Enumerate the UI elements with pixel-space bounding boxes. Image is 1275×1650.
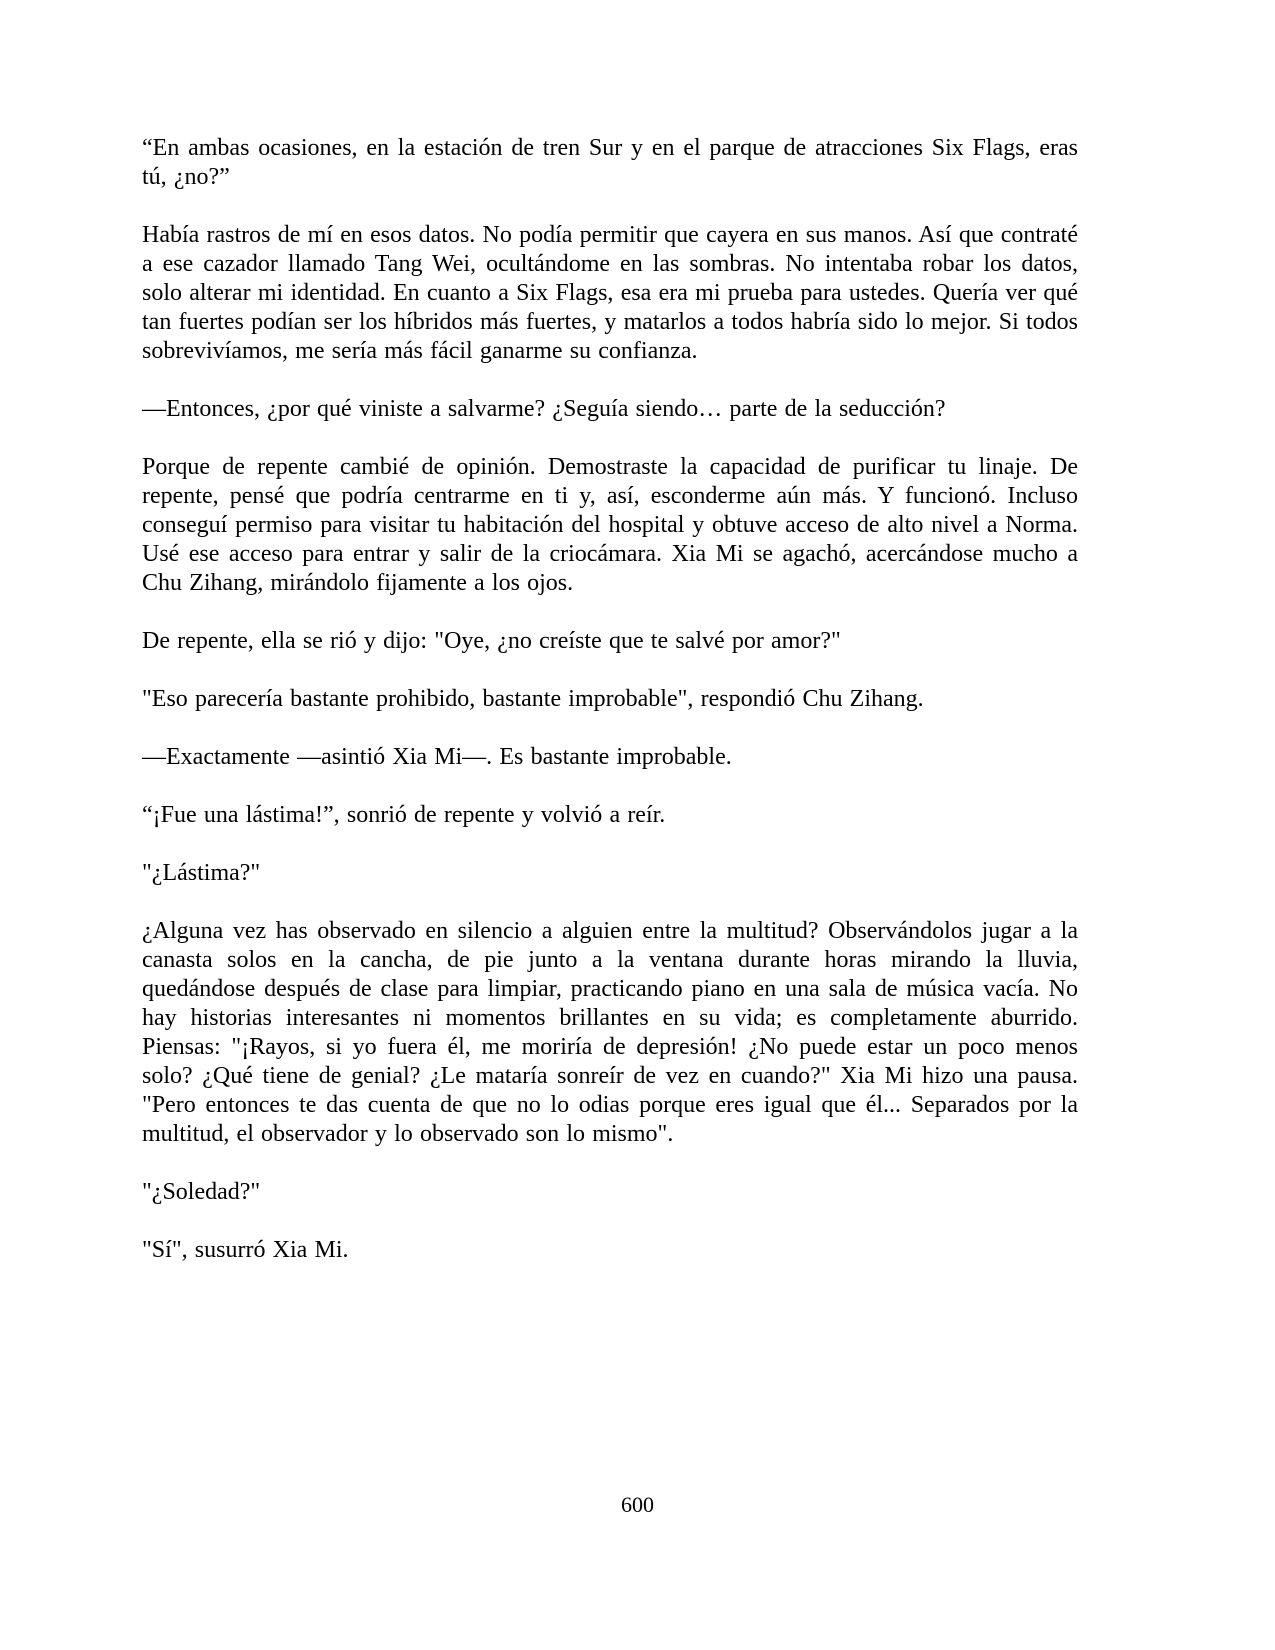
paragraph: Había rastros de mí en esos datos. No podía permitir que cayera en sus manos. Así que contraté a ese cazador llamado Tang Wei, ocultándome en las sombras. No intentaba robar los datos, solo alterar mi identidad. En cuanto a Six Flags, esa era mi prueba para ustedes. Quería ver qué tan fuertes podían ser los híbridos más fuertes, y matarlos a todos habría sido lo mejor. Si todos sobrevivíamos, me sería más fácil ganarme su confianza.	[142, 222, 1078, 364]
paragraph: "¿Lástima?"	[142, 860, 261, 886]
paragraph: "Sí", susurró Xia Mi.	[142, 1237, 349, 1263]
paragraph: ¿Alguna vez has observado en silencio a alguien entre la multitud? Observándolos jugar a la canasta solos en la cancha, de pie junto a la ventana durante horas mirando la lluvia, quedándose después de clase para limpiar, practicando piano en una sala de música vacía. No hay historias interesantes ni momentos brillantes en su vida; es completamente aburrido. Piensas: "¡Rayos, si yo fuera él, me moriría de depresión! ¿No puede estar un poco menos solo? ¿Qué tiene de genial? ¿Le mataría sonreír de vez en cuando?" Xia Mi hizo una pausa. "Pero entonces te das cuenta de que no lo odias porque eres igual que él... Separados por la multitud, el observador y lo observado son lo mismo".	[142, 918, 1078, 1147]
paragraph: De repente, ella se rió y dijo: "Oye, ¿no creíste que te salvé por amor?"	[142, 628, 841, 654]
page-body	[142, 134, 1078, 1294]
paragraph: "Eso parecería bastante prohibido, bastante improbable", respondió Chu Zihang.	[142, 686, 924, 712]
paragraph: "¿Soledad?"	[142, 1179, 261, 1205]
paragraph: “En ambas ocasiones, en la estación de tren Sur y en el parque de atracciones Six Flags, eras tú, ¿no?”	[142, 135, 1078, 190]
page-number: 600	[621, 1492, 654, 1517]
paragraph: “¡Fue una lástima!”, sonrió de repente y volvió a reír.	[142, 802, 666, 828]
paragraph: —Exactamente —asintió Xia Mi—. Es bastante improbable.	[142, 744, 732, 770]
page-footer	[0, 1492, 1275, 1518]
paragraph: —Entonces, ¿por qué viniste a salvarme? ¿Seguía siendo… parte de la seducción?	[142, 396, 946, 422]
paragraph: Porque de repente cambié de opinión. Demostraste la capacidad de purificar tu linaje. De repente, pensé que podría centrarme en ti y, así, esconderme aún más. Y funcionó. Incluso conseguí permiso para visitar tu habitación del hospital y obtuve acceso de alto nivel a Norma. Usé ese acceso para entrar y salir de la criocámara. Xia Mi se agachó, acercándose mucho a Chu Zihang, mirándolo fijamente a los ojos.	[142, 454, 1078, 596]
